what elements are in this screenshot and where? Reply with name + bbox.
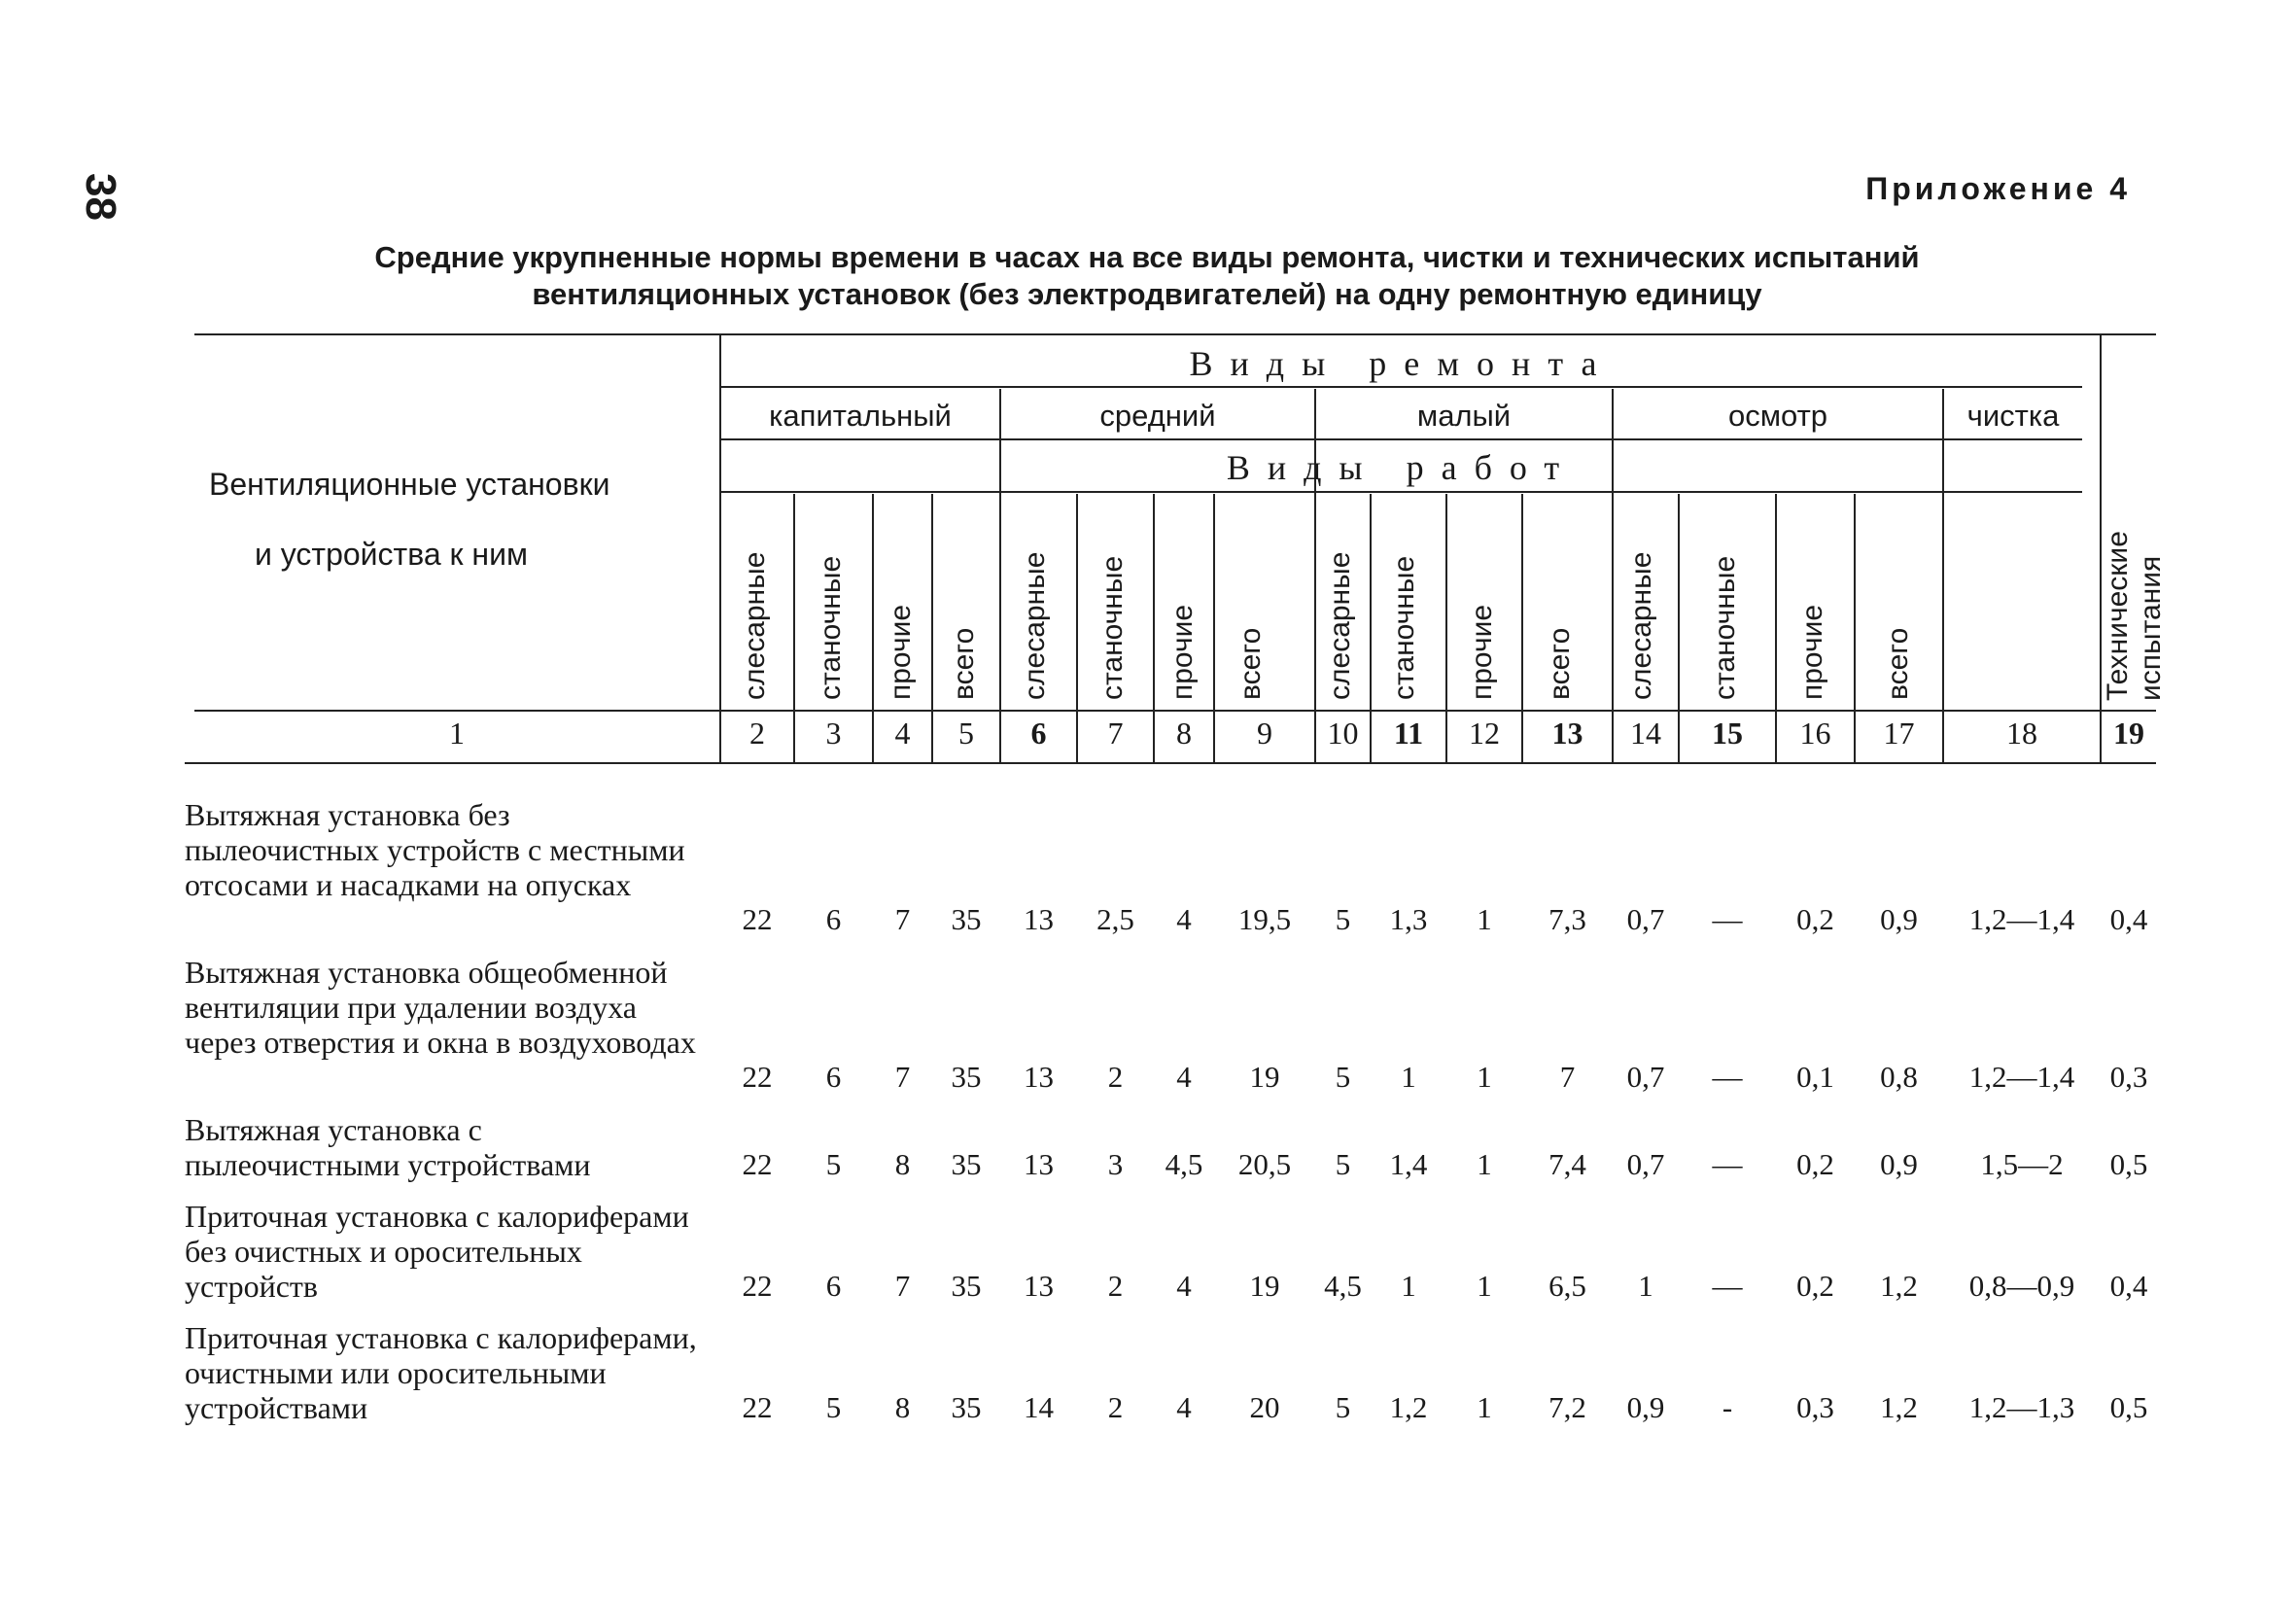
cell-value: 1 [1401,1060,1416,1094]
work-type-label: прочие [1466,604,1498,700]
cell-value: 5 [1335,902,1351,936]
column-numbers-rule [185,762,2156,764]
cell-value: 2 [1107,1269,1124,1303]
cell-value: 22 [742,1390,773,1424]
cell-value: 0,7 [1626,1060,1665,1094]
repair-types-header: Виды ремонта [1189,344,1615,383]
cell-value: — [1712,902,1743,936]
cell-value: 20 [1249,1390,1280,1424]
cell-value: 13 [1024,1269,1054,1303]
cell-value: 14 [1024,1390,1054,1424]
column-number: 14 [1630,716,1661,751]
cell-value: 6 [825,902,842,936]
column-number: 11 [1393,716,1424,751]
cell-value: 13 [1024,902,1054,936]
column-number: 13 [1551,716,1583,751]
cell-value: 1 [1477,1390,1492,1424]
cell-value: 7,3 [1548,902,1586,936]
group-divider [1612,389,1614,762]
cell-value: 1,3 [1389,902,1428,936]
work-type-label: станочные [1096,555,1129,700]
cell-value: 1,2—1,3 [1968,1390,2075,1424]
column-number: 1 [449,716,465,751]
column-number: 2 [749,716,765,751]
column-number: 15 [1712,716,1743,751]
column-number: 17 [1883,716,1915,751]
column-number: 18 [2006,716,2037,751]
cell-value: 1 [1477,1269,1492,1303]
column-number: 10 [1327,716,1359,751]
cell-value: 0,9 [1880,1147,1918,1181]
work-type-label: слесарные [739,551,771,700]
first-col-header-line2: и устройства к ним [255,537,528,572]
repair-group-inspection: осмотр [1727,399,1828,433]
cell-value: 1,2 [1880,1269,1918,1303]
cell-value: 35 [951,1269,982,1303]
cell-value: 4 [1176,1390,1192,1424]
cell-value: 6 [825,1060,842,1094]
group-divider [1942,389,1944,762]
repair-groups-rule [721,438,2082,440]
cell-value: 8 [894,1147,911,1181]
cell-value: 1 [1477,902,1492,936]
tech-tests-header: Технические испытания [2102,531,2167,701]
repair-group-medium: средний [1099,399,1216,433]
cell-value: — [1712,1147,1743,1181]
work-type-label: станочные [815,555,847,700]
column-number: 19 [2113,716,2144,751]
column-number: 4 [894,716,911,751]
cell-value: 35 [951,1147,982,1181]
first-col-header-line1: Вентиляционные установки [209,467,610,502]
cell-value: 2,5 [1096,902,1134,936]
column-number: 16 [1799,716,1831,751]
cell-value: 20,5 [1237,1147,1292,1181]
work-type-label: прочие [885,604,917,700]
cell-value: 0,7 [1626,902,1665,936]
cell-value: 7,2 [1548,1390,1586,1424]
cell-value: 5 [1335,1060,1351,1094]
cell-value: 1,2—1,4 [1968,1060,2075,1094]
work-type-label: прочие [1166,604,1199,700]
cell-value: 22 [742,902,773,936]
row-label: Вытяжная установка с пылеочистными устройствами [185,1112,591,1182]
cell-value: 4 [1176,1269,1192,1303]
cell-value: 4 [1176,902,1192,936]
cell-value: 4 [1176,1060,1192,1094]
cell-value: 22 [742,1269,773,1303]
cell-value: 2 [1107,1060,1124,1094]
group-divider [999,389,1001,762]
cell-value: 0,1 [1796,1060,1834,1094]
document-title-line1: Средние укрупненные нормы времени в часах на все виды ремонта, чистки и технических испытаний [374,240,1920,274]
cell-value: — [1712,1269,1743,1303]
cell-value: 1,2 [1880,1390,1918,1424]
cell-value: 13 [1024,1060,1054,1094]
work-type-label: станочные [1709,555,1741,700]
repair-group-cleaning: чистка [1966,399,2060,433]
work-type-label: всего [1882,627,1914,700]
cell-value: 0,5 [2109,1390,2148,1424]
work-type-label: всего [1544,627,1576,700]
cell-value: 7 [894,1269,911,1303]
cell-value: 0,3 [2109,1060,2148,1094]
work-types-header: Виды работ [1226,448,1578,487]
page-number: 38 [77,173,124,221]
cell-value: 7 [1559,1060,1576,1094]
column-number: 8 [1176,716,1192,751]
cell-value: 0,5 [2109,1147,2148,1181]
cell-value: 5 [825,1147,842,1181]
cell-value: 6 [825,1269,842,1303]
cell-value: 1 [1401,1269,1416,1303]
cell-value: 4,5 [1324,1269,1362,1303]
column-number: 7 [1107,716,1124,751]
cell-value: 35 [951,1390,982,1424]
column-number: 9 [1257,716,1272,751]
cell-value: 7 [894,1060,911,1094]
cell-value: 5 [825,1390,842,1424]
column-number: 3 [825,716,842,751]
cell-value: 5 [1335,1147,1351,1181]
cell-value: 2 [1107,1390,1124,1424]
cell-value: 6,5 [1548,1269,1586,1303]
cell-value: 22 [742,1147,773,1181]
cell-value: 0,8 [1880,1060,1918,1094]
cell-value: 22 [742,1060,773,1094]
cell-value: 19 [1249,1269,1280,1303]
cell-value: 19 [1249,1060,1280,1094]
column-number: 6 [1030,716,1047,751]
work-type-label: станочные [1388,555,1420,700]
work-type-label: слесарные [1019,551,1051,700]
cell-value: 4,5 [1165,1147,1203,1181]
cell-value: 1 [1477,1060,1492,1094]
group-divider [1314,389,1316,762]
repair-group-capital: капитальный [769,399,952,433]
row-label: Вытяжная установка общеобменной вентиляции при удалении воздуха через отверстия и окна в воздуховодах [185,955,696,1060]
cell-value: 1,5—2 [1980,1147,2064,1181]
cell-value: 7,4 [1548,1147,1586,1181]
repair-types-rule [721,386,2082,388]
work-type-label: всего [1235,627,1267,700]
cell-value: 0,2 [1796,1269,1834,1303]
cell-value: 3 [1107,1147,1124,1181]
cell-value: 0,4 [2109,1269,2148,1303]
cell-value: 0,9 [1880,902,1918,936]
repair-group-small: малый [1416,399,1512,433]
column-number: 12 [1469,716,1500,751]
cell-value: - [1722,1390,1733,1424]
cell-value: 0,4 [2109,902,2148,936]
row-label: Приточная установка с калориферами, очистными или оросительными устройствами [185,1320,697,1425]
cell-value: 35 [951,1060,982,1094]
table-top-rule [194,333,2156,335]
row-label: Приточная установка с калориферами без очистных и оросительных устройств [185,1199,689,1304]
work-type-label: слесарные [1625,551,1657,700]
cell-value: 1,4 [1389,1147,1428,1181]
cell-value: 0,9 [1626,1390,1665,1424]
cell-value: 7 [894,902,911,936]
work-type-label: всего [948,627,980,700]
document-title-line2: вентиляционных установок (без электродвигателей) на одну ремонтную единицу [532,277,1762,311]
cell-value: 8 [894,1390,911,1424]
appendix-label: Приложение 4 [1865,171,2131,206]
cell-value: 1 [1477,1147,1492,1181]
cell-value: 5 [1335,1390,1351,1424]
header-bottom-rule [194,710,2156,712]
cell-value: 19,5 [1237,902,1292,936]
cell-value: 35 [951,902,982,936]
cell-value: 0,2 [1796,1147,1834,1181]
cell-value: 13 [1024,1147,1054,1181]
column-number: 5 [958,716,974,751]
cell-value: 1,2—1,4 [1968,902,2075,936]
work-type-label: прочие [1796,604,1828,700]
row-label: Вытяжная установка без пылеочистных устройств с местными отсосами и насадками на опусках [185,797,685,902]
cell-value: — [1712,1060,1743,1094]
cell-value: 0,3 [1796,1390,1834,1424]
cell-value: 1,2 [1389,1390,1428,1424]
cell-value: 0,2 [1796,902,1834,936]
work-types-rule [721,491,2082,493]
cell-value: 1 [1638,1269,1653,1303]
cell-value: 0,7 [1626,1147,1665,1181]
cell-value: 0,8—0,9 [1968,1269,2075,1303]
work-type-label: слесарные [1324,551,1356,700]
